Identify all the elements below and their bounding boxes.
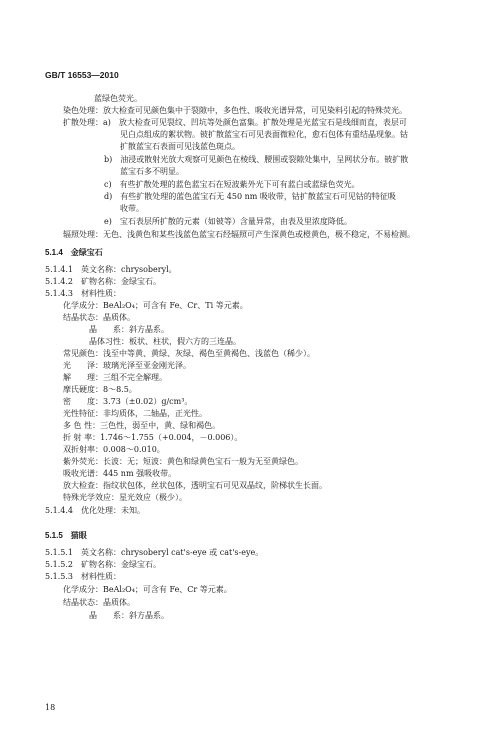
text-line: 晶 系：斜方晶系。 xyxy=(89,611,169,620)
text-line: 5.1.4.1 英文名称：chrysoberyl。 xyxy=(45,265,177,274)
text-line: e) 宝石表层所扩散的元素（如铍等）含量异常，由表及里浓度降低。 xyxy=(104,217,352,226)
text-line: 吸收光谱：445 nm 强吸收带。 xyxy=(63,469,177,478)
text-line: 扩散处理：a) 放大检查可见裂纹、凹坑等处颜色富集。扩散处理是光蓝宝石是线细而直，表层可 xyxy=(63,118,407,127)
text-line: 光 泽：玻璃光泽至亚金刚光泽。 xyxy=(63,361,191,370)
text-line: 收带。 xyxy=(120,204,144,213)
text-line: b) 油浸或散射光放大观察可见颜色在棱线、腰围或裂隙处集中，呈网状分布。铍扩散 xyxy=(104,155,409,164)
text-line: c) 有些扩散处理的蓝色蓝宝石在短波紫外光下可有蓝白或蓝绿色荧光。 xyxy=(104,180,360,189)
text-line: 光性特征：非均质体，二轴晶，正光性。 xyxy=(63,409,207,418)
text-line: 5.1.4.3 材料性质： xyxy=(45,289,121,298)
text-line: 结晶状态：晶质体。 xyxy=(63,313,135,322)
text-line: 紫外荧光：长波：无；短波：黄色和绿黄色宝石一般为无至黄绿色。 xyxy=(63,457,303,466)
text-line: 见白点组成的絮状物。铍扩散蓝宝石可见表面微粒化，愈石包体有重结晶现象。钴 xyxy=(120,130,408,139)
page-number: 18 xyxy=(45,703,56,712)
standard-number: GB/T 16553—2010 xyxy=(45,70,119,80)
text-line: 扩散蓝宝石表面可见浅蓝色斑点。 xyxy=(120,142,240,151)
text-line: 5.1.4.2 矿物名称：金绿宝石。 xyxy=(45,277,161,286)
text-line: 化学成分：BeAl₂O₄；可含有 Fe、Cr、Ti 等元素。 xyxy=(63,301,248,310)
text-line: 密 度：3.73（±0.02）g/cm³。 xyxy=(63,397,193,406)
text-line: 染色处理：放大检查可见颜色集中于裂隙中，多色性、吸收光谱异常，可见染料引起的特殊荧光。 xyxy=(63,106,407,115)
text-line: 蓝绿色荧光。 xyxy=(94,94,142,103)
text-line: 5.1.5.1 英文名称：chrysoberyl cat's-eye 或 cat's-eye。 xyxy=(45,548,264,557)
text-line: 摩氏硬度：8～8.5。 xyxy=(63,385,137,394)
text-line: 多 色 性：三色性，弱至中，黄、绿和褐色。 xyxy=(63,421,221,430)
text-line: 双折射率：0.008～0.010。 xyxy=(63,445,165,454)
text-line: 5.1.4.4 优化处理：未知。 xyxy=(45,506,145,515)
text-line: 蓝宝石多不明显。 xyxy=(120,167,184,176)
text-line: 常见颜色：浅至中等黄、黄绿、灰绿、褐色至黄褐色、浅蓝色（稀少）。 xyxy=(63,349,315,358)
text-line: 特殊光学效应：星光效应（极少）。 xyxy=(63,493,187,502)
text-line: 辐照处理：无色、浅黄色和某些浅蓝色蓝宝石经辐照可产生深黄色或橙黄色，极不稳定，不易检测。 xyxy=(63,230,415,239)
text-line: 晶 系：斜方晶系。 xyxy=(89,325,169,334)
text-line: 结晶状态：晶质体。 xyxy=(63,598,135,607)
text-line: 5.1.5.2 矿物名称：金绿宝石。 xyxy=(45,560,161,569)
text-line: 放大检查：指纹状包体，丝状包体，透明宝石可见双晶纹，阶梯状生长面。 xyxy=(63,481,327,490)
text-line: 化学成分：BeAl₂O₄；可含有 Fe、Cr 等元素。 xyxy=(63,585,232,594)
section-heading: 5.1.4 金绿宝石 xyxy=(45,248,103,257)
text-line: 晶体习性：板状、柱状，假六方的三连晶。 xyxy=(89,337,241,346)
text-line: 折 射 率：1.746～1.755（+0.004，－0.006）。 xyxy=(63,433,243,442)
text-line: 解 理：三组不完全解理。 xyxy=(63,373,167,382)
text-line: 5.1.5.3 材料性质： xyxy=(45,572,121,581)
text-line: d) 有些扩散处理的蓝色蓝宝石无 450 nm 吸收带，钴扩散蓝宝石可见钴的特征吸 xyxy=(104,192,396,201)
section-heading: 5.1.5 猫眼 xyxy=(45,531,87,540)
